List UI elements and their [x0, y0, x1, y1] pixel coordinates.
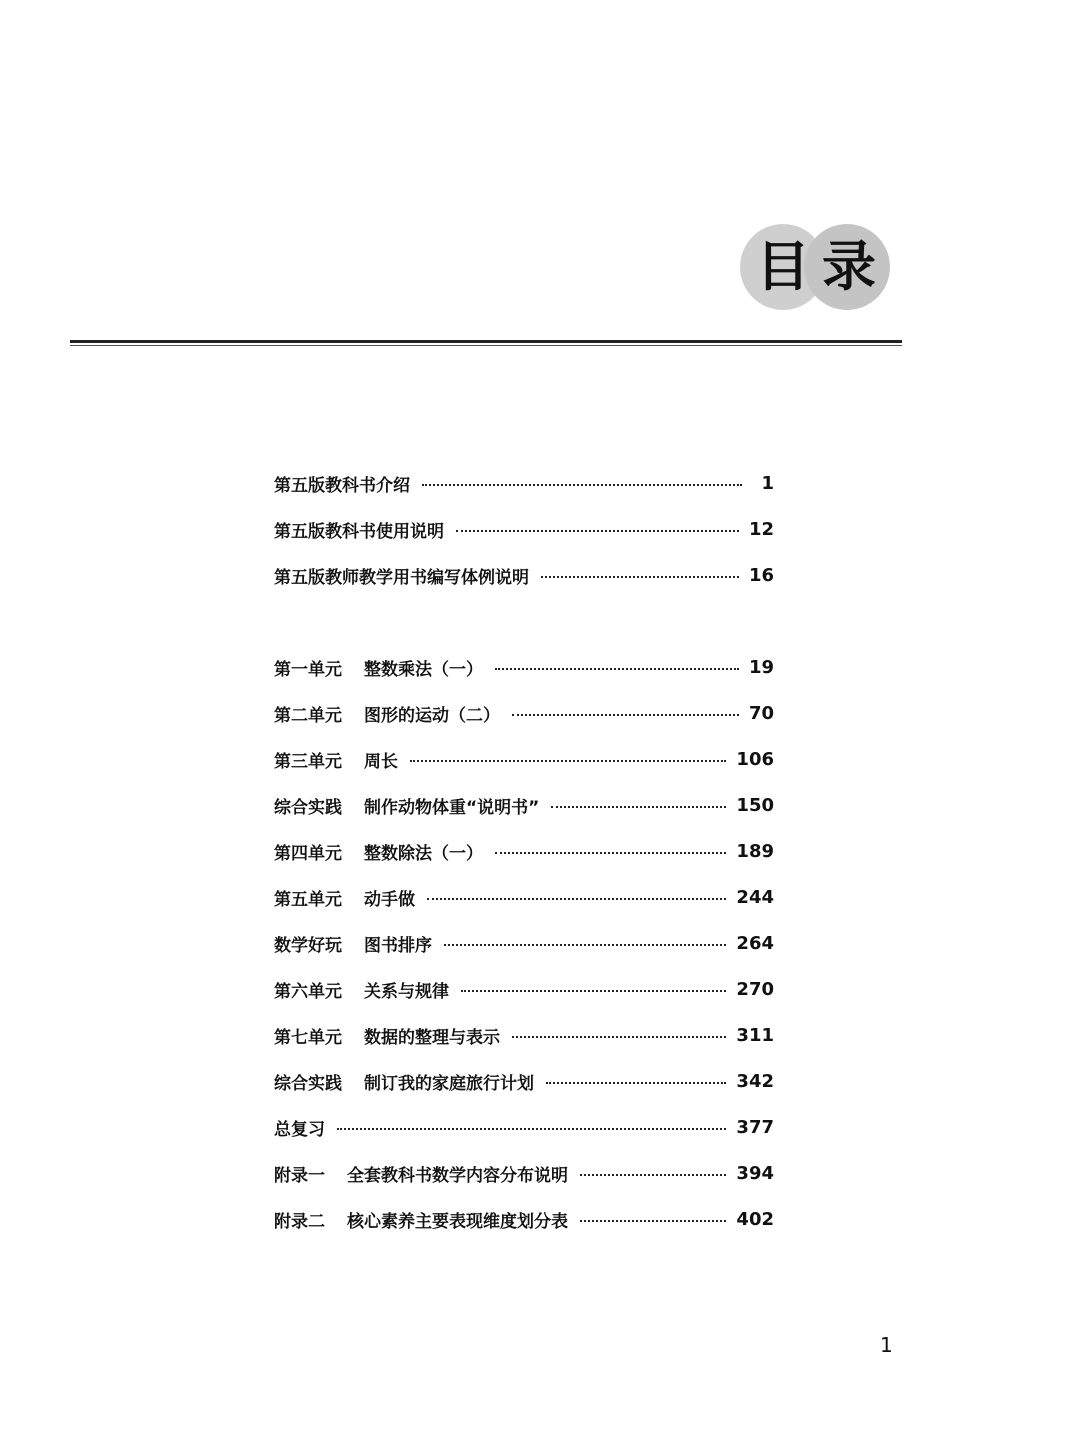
toc-unit-label: 综合实践: [274, 1073, 342, 1094]
toc-entry[interactable]: [274, 460, 774, 506]
toc-entry-label: [274, 701, 500, 726]
toc-entry[interactable]: [274, 828, 774, 874]
toc-entry-label: [274, 839, 483, 864]
toc-leader-dots: [444, 944, 726, 946]
toc-entry-label: [274, 793, 539, 818]
toc-leader-dots: [580, 1174, 726, 1176]
toc-entry[interactable]: [274, 506, 774, 552]
toc-entry-page: 12: [748, 518, 774, 540]
toc-entry-page: 150: [736, 794, 774, 816]
toc-entry-page: 270: [736, 978, 774, 1000]
toc-unit-title: 核心素养主要表现维度划分表: [347, 1211, 568, 1232]
toc-leader-dots: [512, 714, 739, 716]
title-char-1: 目: [756, 235, 810, 298]
toc-entry-label: [274, 1069, 534, 1094]
toc-entry-page: 19: [748, 656, 774, 678]
toc-title-badge: [740, 222, 900, 314]
toc-unit-title: 制作动物体重“说明书”: [364, 797, 540, 818]
toc-unit-title: 关系与规律: [364, 981, 449, 1002]
toc-entry[interactable]: [274, 736, 774, 782]
toc-unit-label: 附录二: [274, 1211, 325, 1232]
toc-leader-dots: [427, 898, 726, 900]
toc-unit-title: 周长: [364, 751, 398, 772]
toc-entry-label: [274, 931, 432, 956]
toc-entry-page: 402: [736, 1208, 774, 1230]
toc-unit-title: 全套教科书数学内容分布说明: [347, 1165, 568, 1186]
toc-entry-page: 70: [748, 702, 774, 724]
toc-entry[interactable]: [274, 1150, 774, 1196]
toc-entry-page: 264: [736, 932, 774, 954]
page-number: 1: [880, 1333, 893, 1357]
header-rule-thin: [70, 345, 902, 346]
toc-leader-dots: [495, 852, 726, 854]
toc-entry-page: 189: [736, 840, 774, 862]
toc-entry-page: 1: [761, 472, 774, 494]
toc-entry-label: [274, 885, 415, 910]
toc-entry[interactable]: [274, 1058, 774, 1104]
toc-entry-label: [274, 977, 449, 1002]
title-char-2: 录: [822, 235, 876, 298]
toc-entry-page: 377: [736, 1116, 774, 1138]
toc-entry-page: 394: [736, 1162, 774, 1184]
toc-entry[interactable]: [274, 552, 774, 598]
toc-entry-label: [274, 1161, 568, 1186]
toc-unit-title: 动手做: [364, 889, 415, 910]
toc-entry-page: 311: [736, 1024, 774, 1046]
toc-entry-label: [274, 747, 398, 772]
toc-leader-dots: [456, 530, 739, 532]
toc-entry[interactable]: [274, 966, 774, 1012]
toc-entry[interactable]: [274, 920, 774, 966]
toc-leader-dots: [512, 1036, 726, 1038]
toc-unit-title: 数据的整理与表示: [364, 1027, 500, 1048]
toc-leader-dots: [461, 990, 726, 992]
toc-leader-dots: [337, 1128, 726, 1130]
toc-unit-label: 第一单元: [274, 659, 342, 680]
toc-unit-title: 图书排序: [364, 935, 432, 956]
toc-unit-title: 图形的运动（二）: [364, 705, 500, 726]
toc-unit-title: 制订我的家庭旅行计划: [364, 1073, 534, 1094]
toc-unit-label: 第五单元: [274, 889, 342, 910]
toc-unit-title: 整数乘法（一）: [364, 659, 483, 680]
toc-entry-label: [274, 1207, 568, 1232]
toc-entry[interactable]: [274, 1012, 774, 1058]
toc-leader-dots: [580, 1220, 726, 1222]
toc-leader-dots: [541, 576, 739, 578]
toc-entry[interactable]: [274, 782, 774, 828]
toc-entry-label: 第五版教科书使用说明: [274, 521, 444, 542]
toc-entry-page: 342: [736, 1070, 774, 1092]
toc-entry-label: 第五版教师教学用书编写体例说明: [274, 567, 529, 588]
toc-leader-dots: [546, 1082, 726, 1084]
toc-entry[interactable]: [274, 874, 774, 920]
toc-unit-label: 数学好玩: [274, 935, 342, 956]
toc-entry-label: [274, 655, 483, 680]
toc-leader-dots: [410, 760, 726, 762]
header-rule-thick: [70, 340, 902, 343]
toc-unit-label: 附录一: [274, 1165, 325, 1186]
toc-entry[interactable]: [274, 1196, 774, 1242]
toc-unit-label: 第四单元: [274, 843, 342, 864]
toc-entry-page: 106: [736, 748, 774, 770]
toc-unit-label: 总复习: [274, 1119, 325, 1140]
toc-unit-label: 第三单元: [274, 751, 342, 772]
toc-entry-label: [274, 1115, 325, 1140]
toc-unit-label: 综合实践: [274, 797, 342, 818]
toc-entry-label: [274, 1023, 500, 1048]
toc-unit-label: 第六单元: [274, 981, 342, 1002]
toc-entry[interactable]: [274, 1104, 774, 1150]
toc-entry-page: 244: [736, 886, 774, 908]
toc-entry-page: 16: [748, 564, 774, 586]
toc-leader-dots: [422, 484, 742, 486]
toc-entry-label: 第五版教科书介绍: [274, 475, 410, 496]
toc-unit-label: 第七单元: [274, 1027, 342, 1048]
toc-leader-dots: [495, 668, 739, 670]
toc-entry[interactable]: [274, 690, 774, 736]
toc-entry[interactable]: [274, 644, 774, 690]
toc-leader-dots: [551, 806, 726, 808]
toc-unit-label: 第二单元: [274, 705, 342, 726]
toc-unit-title: 整数除法（一）: [364, 843, 483, 864]
